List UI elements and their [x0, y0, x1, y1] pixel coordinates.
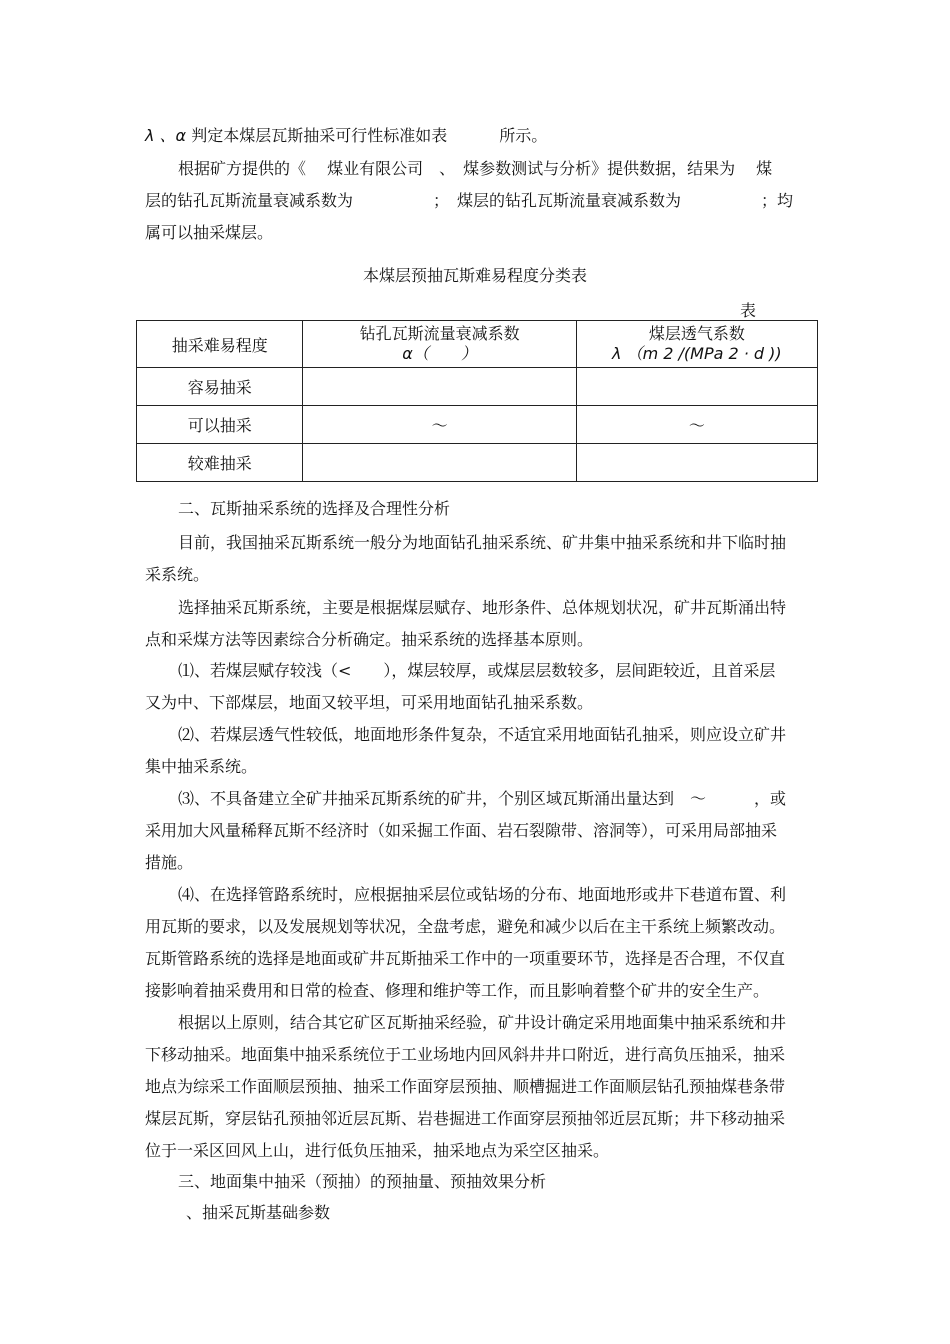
row-lambda: [576, 368, 817, 406]
intro-line: [145, 126, 547, 146]
table-row: [137, 368, 818, 406]
s2-p3-line3: 地点为综采工作面顺层预抽、抽采工作面穿层预抽、顺槽掘进工作面顺层钻孔预抽煤巷条带: [145, 1077, 786, 1096]
s2-item4-line1: ⑷、在选择管路系统时，应根据抽采层位或钻场的分布、地面地形或井下巷道布置、利: [178, 885, 787, 904]
header-lambda-unit: λ （m 2 /(MPa 2 · d )): [612, 344, 782, 363]
symbol-lambda-alpha: λ 、α: [145, 126, 187, 145]
s2-p3-line1: 根据以上原则，结合其它矿区瓦斯抽采经验，矿井设计确定采用地面集中抽采系统和井: [178, 1013, 787, 1032]
s2-item3-line1: ⑶、不具备建立全矿井抽采瓦斯系统的矿井，个别区域瓦斯涌出量达到 ～ ，或: [178, 789, 787, 808]
row-level: 可以抽采: [137, 406, 303, 444]
header-lambda-title: 煤层透气系数: [648, 324, 745, 343]
s2-p1-line1: 目前，我国抽采瓦斯系统一般分为地面钻孔抽采系统、矿井集中抽采系统和井下临时抽: [178, 533, 787, 552]
para2-line1: 根据矿方提供的《 煤业有限公司 、 煤参数测试与分析》提供数据，结果为 煤: [178, 159, 773, 178]
row-alpha: ～: [303, 406, 576, 444]
para2-line2: 层的钻孔瓦斯流量衰减系数为 ； 煤层的钻孔瓦斯流量衰减系数为 ；均: [145, 191, 794, 210]
s2-p3-line2: 下移动抽采。地面集中抽采系统位于工业场地内回风斜井井口附近，进行高负压抽采，抽采: [145, 1045, 786, 1064]
s2-p2-line1: 选择抽采瓦斯系统，主要是根据煤层赋存、地形条件、总体规划状况，矿井瓦斯涌出特: [178, 598, 787, 617]
section3-heading: 三、地面集中抽采（预抽）的预抽量、预抽效果分析: [178, 1172, 547, 1191]
intro-text: 判定本煤层瓦斯抽采可行性标准如表: [186, 126, 448, 145]
section2-heading: 二、瓦斯抽采系统的选择及合理性分析: [178, 499, 451, 518]
s2-item4-line3: 瓦斯管路系统的选择是地面或矿井瓦斯抽采工作中的一项重要环节，选择是否合理，不仅直: [145, 949, 786, 968]
header-alpha-title: 钻孔瓦斯流量衰减系数: [359, 324, 520, 343]
row-alpha: [303, 444, 576, 482]
table-header-row: [137, 321, 818, 368]
table-label: 表: [740, 301, 757, 320]
s2-item3-line2: 采用加大风量稀释瓦斯不经济时（如采掘工作面、岩石裂隙带、溶洞等），可采用局部抽采: [145, 821, 778, 840]
row-level: 较难抽采: [137, 444, 303, 482]
s2-item3-line3: 措施。: [145, 853, 194, 872]
row-level: 容易抽采: [137, 368, 303, 406]
section3-subheading: 、抽采瓦斯基础参数: [186, 1203, 331, 1222]
para2-line3: 属可以抽采煤层。: [145, 223, 274, 242]
s2-item2-line1: ⑵、若煤层透气性较低，地面地形条件复杂，不适宜采用地面钻孔抽采，则应设立矿井: [178, 725, 787, 744]
s2-item4-line4: 接影响着抽采费用和日常的检查、修理和维护等工作，而且影响着整个矿井的安全生产。: [145, 981, 770, 1000]
s2-p2-line2: 点和采煤方法等因素综合分析确定。抽采系统的选择基本原则。: [145, 630, 594, 649]
row-alpha: [303, 368, 576, 406]
s2-item4-line2: 用瓦斯的要求，以及发展规划等状况，全盘考虑，避免和减少以后在主干系统上频繁改动。: [145, 917, 786, 936]
row-lambda: ～: [576, 406, 817, 444]
s2-p3-line4: 煤层瓦斯，穿层钻孔预抽邻近层瓦斯、岩巷掘进工作面穿层预抽邻近层瓦斯；井下移动抽采: [145, 1109, 786, 1128]
s2-item2-line2: 集中抽采系统。: [145, 757, 258, 776]
table-row: [137, 406, 818, 444]
s2-p1-line2: 采系统。: [145, 565, 210, 584]
s2-item1-line2: 又为中、下部煤层，地面又较平坦，可采用地面钻孔抽采系数。: [145, 693, 594, 712]
table-caption: 本煤层预抽瓦斯难易程度分类表: [362, 266, 587, 285]
s2-item1-line1: ⑴、若煤层赋存较浅（< ），煤层较厚，或煤层层数较多，层间距较近，且首采层: [178, 661, 776, 680]
s2-p3-line5: 位于一采区回风上山，进行低负压抽采，抽采地点为采空区抽采。: [145, 1141, 610, 1160]
table-row: [137, 444, 818, 482]
row-lambda: [576, 444, 817, 482]
header-alpha: [303, 321, 576, 368]
header-alpha-unit: α（ ）: [402, 344, 477, 363]
intro-end: 所示。: [499, 126, 548, 145]
header-lambda: [576, 321, 817, 368]
classification-table: [136, 320, 818, 482]
header-level: 抽采难易程度: [137, 321, 303, 368]
